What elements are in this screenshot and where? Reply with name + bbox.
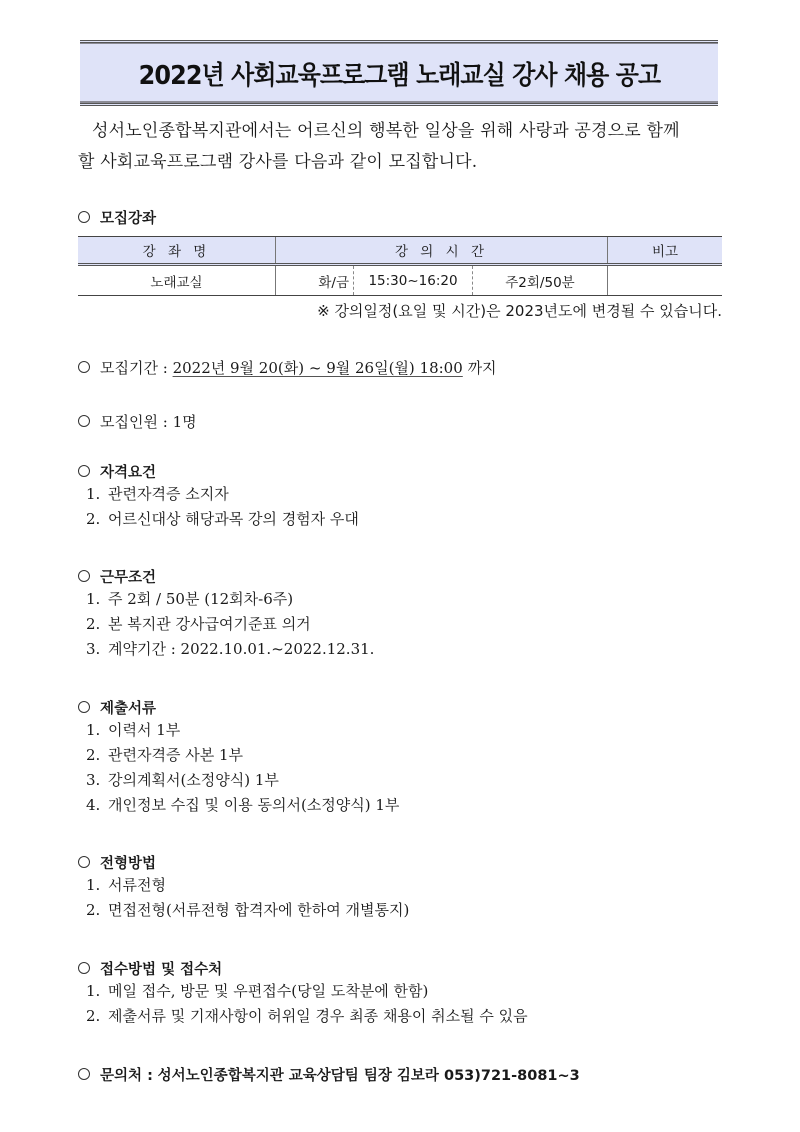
col-header-course: 강 좌 명: [78, 237, 276, 265]
list-item: 4. 개인정보 수집 및 이용 동의서(소정양식) 1부: [86, 796, 400, 814]
list-item: 3. 계약기간 : 2022.10.01.~2022.12.31.: [86, 640, 375, 658]
headcount-label: 모집인원 :: [100, 412, 168, 431]
cell-course: 노래교실: [78, 265, 276, 296]
section-heading: 전형방법: [100, 855, 157, 872]
cell-note: [608, 265, 723, 296]
section-period: [78, 356, 497, 378]
section-application: [78, 957, 528, 1029]
contact-value: 성서노인종합복지관 교육상담팀 팀장 김보라 053)721-8081~3: [157, 1067, 580, 1084]
col-header-time: 강 의 시 간: [276, 237, 608, 265]
section-headcount: [78, 410, 197, 432]
cell-frequency: 주2회/50분: [473, 265, 608, 296]
cell-time: 15:30~16:20: [354, 265, 473, 296]
period-value: 2022년 9월 20(화) ~ 9월 26일(월) 18:00: [172, 358, 463, 377]
list-item: 2. 관련자격증 사본 1부: [86, 746, 244, 764]
circle-bullet-icon: [78, 856, 90, 868]
list-item: 1. 메일 접수, 방문 및 우편접수(당일 도착분에 한함): [86, 982, 429, 1000]
intro-line-2: 할 사회교육프로그램 강사를 다음과 같이 모집합니다.: [78, 152, 478, 172]
circle-bullet-icon: [78, 211, 90, 223]
contact-label: 문의처 :: [100, 1067, 153, 1084]
section-heading: 자격요건: [100, 464, 157, 481]
section-heading: 모집강좌: [100, 210, 157, 227]
list-item: 1. 주 2회 / 50분 (12회차-6주): [86, 590, 294, 608]
section-heading: 제출서류: [100, 700, 157, 717]
circle-bullet-icon: [78, 361, 90, 373]
section-documents: [78, 696, 399, 818]
circle-bullet-icon: [78, 570, 90, 582]
period-suffix: 까지: [467, 358, 497, 377]
circle-bullet-icon: [78, 1068, 90, 1080]
period-label: 모집기간 :: [100, 358, 168, 377]
page-title: 2022년 사회교육프로그램 노래교실 강사 채용 공고: [138, 60, 660, 91]
list-item: 3. 강의계획서(소정양식) 1부: [86, 771, 279, 789]
intro-line-1: 성서노인종합복지관에서는 어르신의 행복한 일상을 위해 사랑과 공경으로 함께: [92, 121, 680, 141]
section-selection: [78, 851, 409, 923]
section-courses: [78, 206, 156, 228]
col-header-note: 비고: [608, 237, 723, 265]
list-item: 1. 이력서 1부: [86, 721, 181, 739]
list-item: 2. 어르신대상 해당과목 강의 경험자 우대: [86, 510, 359, 528]
list-item: 2. 제출서류 및 기재사항이 허위일 경우 최종 채용이 취소될 수 있음: [86, 1007, 528, 1025]
intro-paragraph: [78, 116, 726, 178]
list-item: 1. 서류전형: [86, 876, 166, 894]
title-banner: [80, 40, 718, 106]
course-table: [78, 236, 722, 296]
table-row: [78, 265, 722, 296]
list-item: 1. 관련자격증 소지자: [86, 485, 229, 503]
headcount-value: 1명: [172, 412, 197, 431]
schedule-note: ※ 강의일정(요일 및 시간)은 2023년도에 변경될 수 있습니다.: [317, 302, 722, 320]
circle-bullet-icon: [78, 415, 90, 427]
circle-bullet-icon: [78, 701, 90, 713]
cell-days: 화/금: [276, 265, 354, 296]
circle-bullet-icon: [78, 465, 90, 477]
list-item: 2. 본 복지관 강사급여기준표 의거: [86, 615, 311, 633]
section-work-conditions: [78, 565, 374, 662]
section-qualifications: [78, 460, 359, 532]
section-heading: 근무조건: [100, 569, 157, 586]
section-heading: 접수방법 및 접수처: [100, 961, 223, 978]
circle-bullet-icon: [78, 962, 90, 974]
list-item: 2. 면접전형(서류전형 합격자에 한하여 개별통지): [86, 901, 410, 919]
section-contact: [78, 1063, 580, 1085]
